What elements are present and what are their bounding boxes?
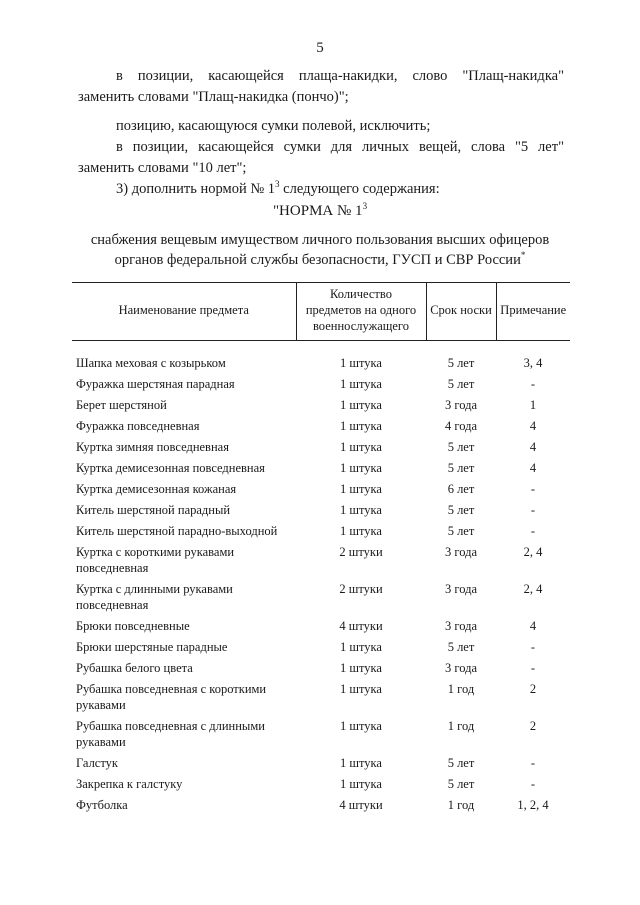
table-row <box>72 581 570 618</box>
wear-term-cell: 1 год <box>447 719 475 733</box>
item-name-cell: Куртка демисезонная кожаная <box>76 482 237 496</box>
table-row <box>72 481 570 502</box>
quantity-cell: 4 штуки <box>339 619 383 633</box>
note-cell: - <box>530 524 536 538</box>
item-name-cell: Футболка <box>76 798 128 812</box>
wear-term-cell: 5 лет <box>447 377 475 391</box>
table-row <box>72 639 570 660</box>
item-name-cell: Рубашка белого цвета <box>76 661 193 675</box>
amendment-item-3 <box>78 179 564 200</box>
norm-table-container <box>72 282 570 818</box>
norm-subtitle-footnote-mark: * <box>520 250 526 260</box>
wear-term-cell: 5 лет <box>447 777 475 791</box>
item-name-cell: Куртка с короткими рукавами повседневная <box>76 545 235 575</box>
note-cell: 3, 4 <box>523 356 543 370</box>
wear-term-cell: 3 года <box>445 661 477 675</box>
item-name-cell: Берет шерстяной <box>76 398 167 412</box>
quantity-cell: 1 штука <box>340 461 382 475</box>
table-row <box>72 460 570 481</box>
table-row <box>72 397 570 418</box>
table-row <box>72 355 570 376</box>
table-row <box>72 544 570 581</box>
note-cell: 2 <box>529 682 537 696</box>
wear-term-cell: 4 года <box>445 419 477 433</box>
norm-subtitle <box>70 230 570 270</box>
table-row <box>72 502 570 523</box>
item-name-cell: Китель шерстяной парадно-выходной <box>76 524 278 538</box>
item-name-cell: Куртка демисезонная повседневная <box>76 461 265 475</box>
item-name-cell: Куртка с длинными рукавами повседневная <box>76 582 233 612</box>
note-cell: 2, 4 <box>523 545 543 559</box>
wear-term-cell: 5 лет <box>447 356 475 370</box>
quantity-cell: 1 штука <box>340 503 382 517</box>
note-cell: 1, 2, 4 <box>517 798 549 812</box>
item-name-cell: Рубашка повседневная с короткими рукавами <box>76 682 267 712</box>
table-header-row <box>72 283 570 341</box>
note-cell: 1 <box>529 398 537 412</box>
note-cell: 4 <box>529 419 537 433</box>
quantity-cell: 1 штука <box>340 640 382 654</box>
wear-term-cell: 5 лет <box>447 524 475 538</box>
note-cell: - <box>530 640 536 654</box>
header-note: Примечание <box>496 283 570 341</box>
table-body <box>72 341 570 819</box>
quantity-cell: 1 штука <box>340 756 382 770</box>
quantity-cell: 2 штуки <box>339 545 383 559</box>
norm-title <box>0 203 640 220</box>
item-name-cell: Фуражка шерстяная парадная <box>76 377 235 391</box>
norm-subtitle-line-2-wrap <box>70 250 570 270</box>
note-cell: 4 <box>529 440 537 454</box>
item-name-cell: Куртка зимняя повседневная <box>76 440 229 454</box>
quantity-cell: 1 штука <box>340 777 382 791</box>
wear-term-cell: 5 лет <box>447 756 475 770</box>
norm-table <box>72 282 570 818</box>
norm-title-superscript: 3 <box>362 201 368 211</box>
page-number: 5 <box>316 40 324 56</box>
wear-term-cell: 3 года <box>445 582 477 596</box>
table-row <box>72 718 570 755</box>
note-cell: 4 <box>529 461 537 475</box>
item-name-cell: Галстук <box>76 756 118 770</box>
table-row <box>72 523 570 544</box>
amendment-paragraph-personal-bag: в позиции, касающейся сумки для личных вещей, слова "5 лет" заменить словами "10 лет"; <box>78 139 564 176</box>
item-name-cell: Рубашка повседневная с длинными рукавами <box>76 719 265 749</box>
quantity-cell: 1 штука <box>340 356 382 370</box>
note-cell: 2, 4 <box>523 582 543 596</box>
table-row <box>72 439 570 460</box>
note-cell: - <box>530 777 536 791</box>
table-row <box>72 618 570 639</box>
wear-term-cell: 5 лет <box>447 461 475 475</box>
wear-term-cell: 3 года <box>445 398 477 412</box>
note-cell: - <box>530 503 536 517</box>
wear-term-cell: 6 лет <box>447 482 475 496</box>
table-row <box>72 776 570 797</box>
item-name-cell: Закрепка к галстуку <box>76 777 183 791</box>
quantity-cell: 1 штука <box>340 398 382 412</box>
amendment-paragraph-field-bag: позицию, касающуюся сумки полевой, исключить; <box>116 118 431 134</box>
wear-term-cell: 1 год <box>447 682 475 696</box>
item-name-cell: Шапка меховая с козырьком <box>76 356 226 370</box>
note-cell: 2 <box>529 719 537 733</box>
quantity-cell: 1 штука <box>340 524 382 538</box>
header-wear-term: Срок носки <box>426 283 496 341</box>
quantity-cell: 4 штуки <box>339 798 383 812</box>
table-row <box>72 755 570 776</box>
quantity-cell: 1 штука <box>340 377 382 391</box>
wear-term-cell: 3 года <box>445 545 477 559</box>
item-name-cell: Брюки шерстяные парадные <box>76 640 228 654</box>
wear-term-cell: 5 лет <box>447 640 475 654</box>
quantity-cell: 1 штука <box>340 440 382 454</box>
item-name-cell: Брюки повседневные <box>76 619 190 633</box>
norm-subtitle-line-1: снабжения вещевым имуществом личного пользования высших офицеров <box>90 232 550 248</box>
table-row <box>72 660 570 681</box>
quantity-cell: 1 штука <box>340 419 382 433</box>
norm-title-text: "НОРМА № 1 <box>272 203 363 219</box>
wear-term-cell: 3 года <box>445 619 477 633</box>
item-3-superscript: 3 <box>275 179 280 189</box>
wear-term-cell: 5 лет <box>447 440 475 454</box>
quantity-cell: 1 штука <box>340 661 382 675</box>
wear-term-cell: 5 лет <box>447 503 475 517</box>
note-cell: - <box>530 756 536 770</box>
quantity-cell: 1 штука <box>340 682 382 696</box>
table-row <box>72 418 570 439</box>
note-cell: 4 <box>529 619 537 633</box>
table-row <box>72 376 570 397</box>
table-row <box>72 797 570 818</box>
norm-subtitle-line-2: органов федеральной службы безопасности, ГУСП и СВР России <box>114 252 521 268</box>
header-quantity: Количество предметов на одного военнослужащего <box>296 283 426 341</box>
quantity-cell: 1 штука <box>340 719 382 733</box>
note-cell: - <box>530 377 536 391</box>
wear-term-cell: 1 год <box>447 798 475 812</box>
note-cell: - <box>530 661 536 675</box>
note-cell: - <box>530 482 536 496</box>
quantity-cell: 1 штука <box>340 482 382 496</box>
amendment-paragraph-cloak: в позиции, касающейся плаща-накидки, слово "Плащ-накидка" заменить словами "Плащ-накидка (пончо)"; <box>78 68 564 105</box>
header-item-name: Наименование предмета <box>72 283 296 341</box>
item-name-cell: Фуражка повседневная <box>76 419 200 433</box>
table-row <box>72 681 570 718</box>
item-name-cell: Китель шерстяной парадный <box>76 503 231 517</box>
quantity-cell: 2 штуки <box>339 582 383 596</box>
item-3-tail: следующего содержания: <box>279 181 440 197</box>
table-spacer <box>72 341 570 356</box>
item-3-text: 3) дополнить нормой № 1 <box>116 181 276 197</box>
